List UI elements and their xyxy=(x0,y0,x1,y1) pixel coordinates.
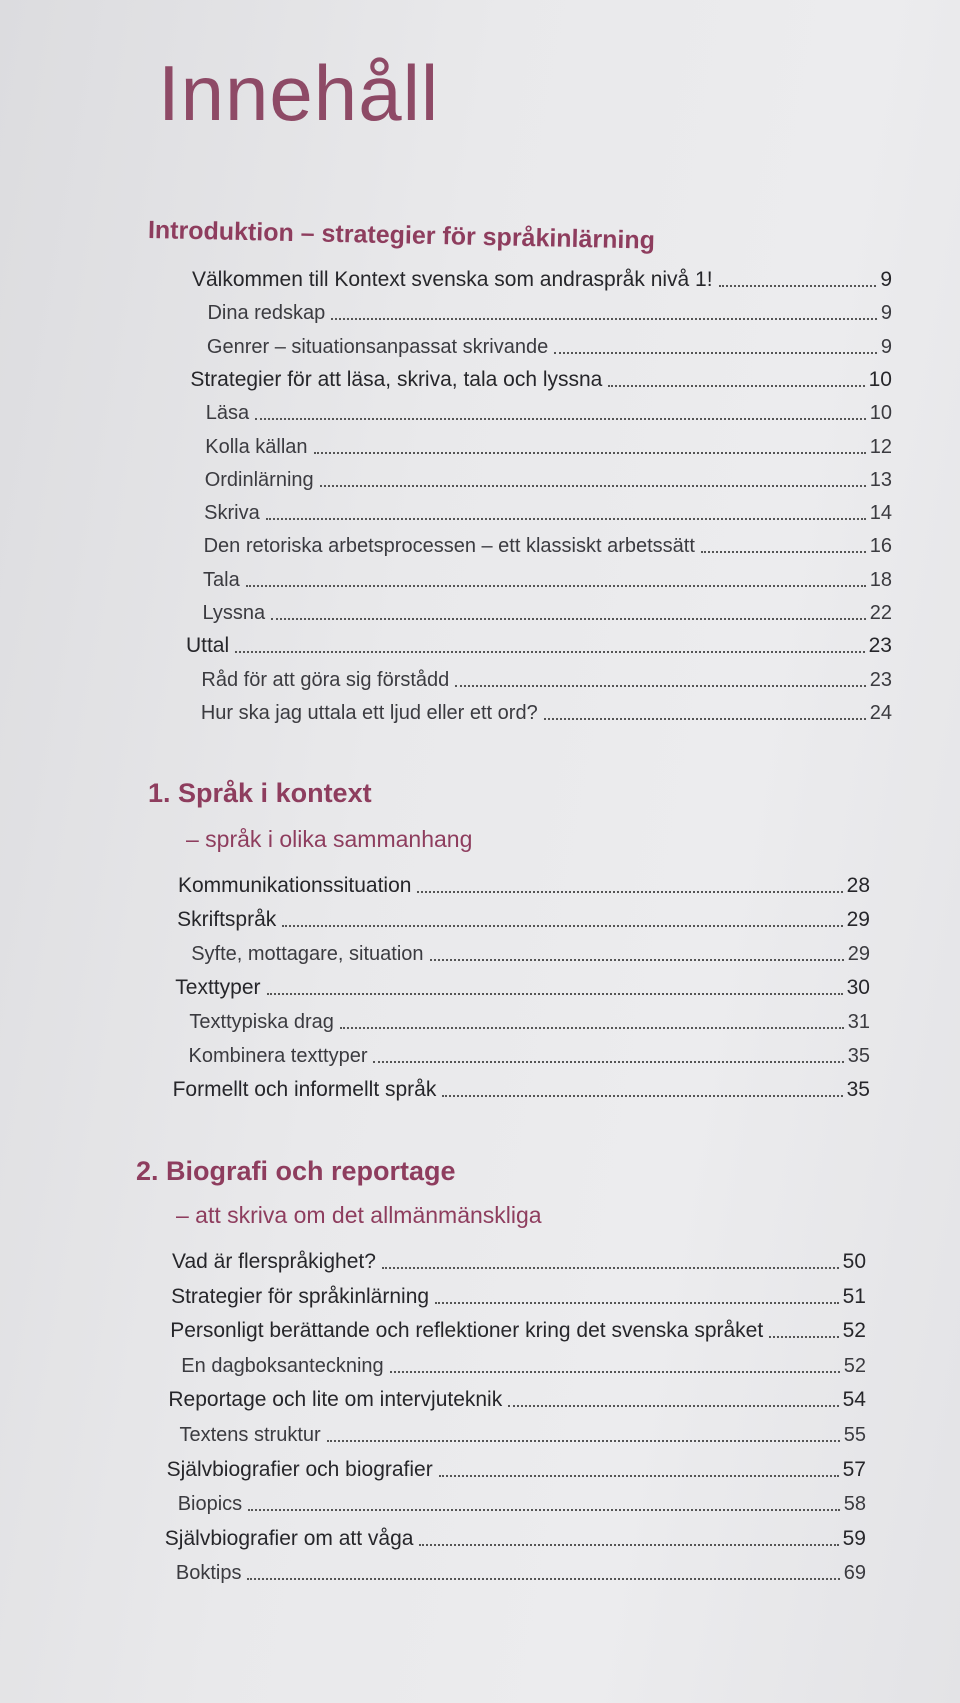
toc-entry xyxy=(207,329,892,359)
toc-entry xyxy=(172,1244,866,1274)
toc-entry-label: Kombinera texttyper xyxy=(188,1045,368,1067)
toc-entry xyxy=(201,695,892,725)
dot-leader xyxy=(417,890,842,893)
toc-entry-page: 52 xyxy=(842,1319,866,1343)
page-title: Innehåll xyxy=(158,49,440,137)
chapter2-heading: 2. Biografi och reportage xyxy=(136,1156,456,1186)
toc-entry-label: Hur ska jag uttala ett ljud eller ett ord? xyxy=(200,701,538,724)
toc-entry xyxy=(207,295,892,325)
toc-entry xyxy=(175,970,870,1000)
dot-leader xyxy=(282,924,842,927)
dot-leader xyxy=(435,1301,839,1304)
dot-leader xyxy=(247,1577,839,1580)
toc-entry-label: Ordinlärning xyxy=(204,468,314,491)
toc-entry-label: Kolla källan xyxy=(205,435,308,458)
toc-entry-page: 50 xyxy=(842,1250,866,1273)
chapter1-heading: 1. Språk i kontext xyxy=(148,778,372,808)
toc-entry xyxy=(165,1521,866,1551)
toc-entry-label: Boktips xyxy=(175,1562,242,1585)
toc-entry-label: Lyssna xyxy=(202,602,266,624)
dot-leader xyxy=(382,1266,839,1269)
toc-entry-page: 29 xyxy=(846,908,870,931)
toc-entry xyxy=(201,662,892,692)
toc-entry-label: Texttyper xyxy=(175,976,261,999)
dot-leader xyxy=(508,1404,838,1407)
toc-entry-page: 13 xyxy=(869,468,892,491)
toc-entry-label: Självbiografier om att våga xyxy=(164,1526,414,1550)
intro-heading: Introduktion – strategier för språkinlärning xyxy=(147,216,656,255)
toc-entry-label: Strategier för att läsa, skriva, tala och lyssna xyxy=(190,367,603,391)
toc-entry-page: 35 xyxy=(846,1078,870,1101)
toc-entry-page: 14 xyxy=(869,502,892,525)
dot-leader xyxy=(554,351,877,354)
toc-entry-label: Personligt berättande och reflektioner kring det svenska språket xyxy=(170,1319,764,1343)
chapter2-subtitle: – att skriva om det allmänmänskliga xyxy=(176,1202,542,1228)
toc-entry-label: Skriftspråk xyxy=(177,908,277,931)
dot-leader xyxy=(439,1474,839,1477)
toc-entry xyxy=(178,1486,866,1516)
toc-entry-page: 12 xyxy=(869,435,892,458)
toc-entry-page: 9 xyxy=(880,302,892,325)
toc-entry-page: 59 xyxy=(842,1526,866,1550)
toc-entry xyxy=(173,1072,870,1102)
toc-entry xyxy=(189,1004,870,1034)
toc-entry xyxy=(203,562,892,592)
toc-entry xyxy=(190,362,892,392)
toc-entry-label: Läsa xyxy=(205,402,250,425)
dot-leader xyxy=(266,517,866,520)
toc-entry-label: Råd för att göra sig förstådd xyxy=(201,668,450,691)
toc-entry xyxy=(189,1038,871,1068)
dot-leader xyxy=(701,550,866,553)
toc-entry xyxy=(204,495,892,525)
dot-leader xyxy=(248,1508,840,1511)
toc-entry-label: Reportage och lite om intervjuteknik xyxy=(168,1388,503,1412)
toc-entry-label: Genrer – situationsanpassat skrivande xyxy=(206,335,549,358)
toc-entry-label: Välkommen till Kontext svenska som andraspråk nivå 1! xyxy=(192,268,713,291)
toc-entry-label: Den retoriska arbetsprocessen – ett klassiskt arbetssätt xyxy=(203,535,695,558)
toc-entry-page: 69 xyxy=(843,1562,866,1585)
dot-leader xyxy=(608,384,864,387)
dot-leader xyxy=(331,317,877,320)
toc-entry-label: Uttal xyxy=(185,634,230,658)
toc-entry-label: Självbiografier och biografier xyxy=(166,1457,433,1481)
toc-entry-page: 9 xyxy=(880,268,892,291)
dot-leader xyxy=(340,1026,844,1029)
toc-entry-label: Textens struktur xyxy=(179,1424,321,1446)
toc-entry-label: Vad är flerspråkighet? xyxy=(172,1250,376,1273)
toc-entry xyxy=(167,1452,866,1482)
toc-entry-page: 10 xyxy=(868,367,892,391)
toc-entry-label: Strategier för språkinlärning xyxy=(171,1284,430,1308)
dot-leader xyxy=(246,584,866,587)
dot-leader xyxy=(769,1335,838,1338)
toc-entry xyxy=(203,595,893,625)
dot-leader xyxy=(327,1439,840,1442)
dot-leader xyxy=(390,1370,840,1373)
toc-entry xyxy=(186,628,892,658)
toc-entry xyxy=(168,1382,866,1412)
toc-entry-page: 57 xyxy=(842,1457,866,1481)
dot-leader xyxy=(430,958,844,961)
toc-entry-page: 23 xyxy=(869,668,892,691)
toc-entry xyxy=(191,936,870,966)
toc-entry-page: 22 xyxy=(869,602,892,624)
toc-entry-label: Syfte, mottagare, situation xyxy=(191,943,424,965)
toc-entry-page: 16 xyxy=(869,535,892,558)
toc-entry-page: 10 xyxy=(869,402,892,425)
toc-entry-page: 52 xyxy=(843,1354,866,1377)
toc-entry xyxy=(180,1417,867,1447)
toc-entry-page: 54 xyxy=(842,1388,866,1412)
dot-leader xyxy=(455,684,865,687)
toc-entry xyxy=(170,1313,866,1343)
dot-leader xyxy=(320,484,866,487)
toc-entry xyxy=(206,395,892,425)
toc-entry-label: Kommunikationssituation xyxy=(178,874,412,897)
toc-entry-page: 35 xyxy=(847,1045,870,1067)
toc-entry xyxy=(177,902,870,932)
toc-entry-label: Formellt och informellt språk xyxy=(172,1078,437,1101)
toc-entry xyxy=(205,429,892,459)
dot-leader xyxy=(255,417,866,420)
dot-leader xyxy=(719,284,877,287)
toc-entry xyxy=(204,528,892,558)
toc-entry xyxy=(176,1555,866,1585)
toc-entry xyxy=(171,1279,866,1309)
dot-leader xyxy=(314,451,866,454)
toc-entry-page: 29 xyxy=(847,943,870,965)
chapter1-subtitle: – språk i olika sammanhang xyxy=(186,826,473,852)
toc-entry-page: 18 xyxy=(869,568,892,591)
dot-leader xyxy=(235,650,865,653)
toc-entry-label: Texttypiska drag xyxy=(189,1011,334,1033)
toc-entry xyxy=(192,262,892,292)
dot-leader xyxy=(267,992,843,995)
dot-leader xyxy=(373,1060,843,1063)
toc-entry-label: Tala xyxy=(203,568,240,591)
toc-entry xyxy=(178,868,870,898)
toc-entry-page: 28 xyxy=(846,874,870,897)
toc-entry-page: 31 xyxy=(847,1011,870,1033)
toc-entry-label: Skriva xyxy=(204,502,260,525)
toc-entry-label: Biopics xyxy=(177,1493,243,1516)
dot-leader xyxy=(442,1094,842,1097)
toc-entry xyxy=(205,462,892,492)
toc-entry-page: 30 xyxy=(846,976,870,999)
toc-entry-page: 9 xyxy=(880,335,892,358)
toc-entry-page: 51 xyxy=(842,1284,866,1308)
dot-leader xyxy=(271,617,866,620)
toc-entry-page: 23 xyxy=(868,634,892,658)
toc-entry-page: 55 xyxy=(843,1424,866,1446)
toc-entry-label: En dagboksanteckning xyxy=(181,1354,384,1377)
toc-entry xyxy=(181,1348,866,1378)
dot-leader xyxy=(419,1543,838,1546)
toc-entry-page: 58 xyxy=(843,1493,866,1516)
toc-entry-page: 24 xyxy=(869,701,892,724)
toc-entry-label: Dina redskap xyxy=(207,302,326,325)
dot-leader xyxy=(544,717,866,720)
